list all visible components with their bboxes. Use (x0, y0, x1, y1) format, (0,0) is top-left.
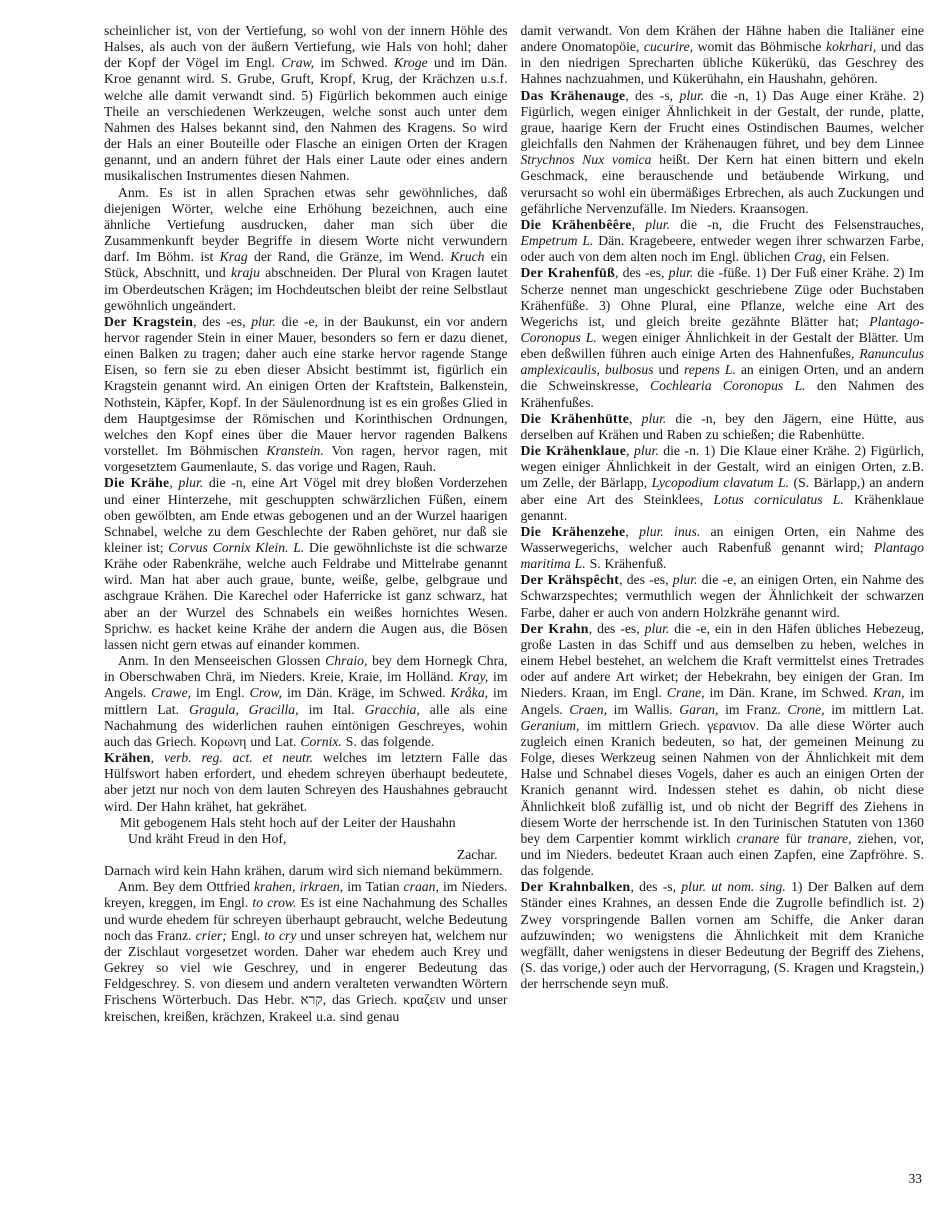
italic-text-run: Ranunculus amplexicaulis, bulbosus (520, 346, 924, 378)
italic-text-run: Crawe, (151, 685, 192, 701)
text-run: und das in den niedrigen Sprecharten übliche Kükerükü, das Geschrey des Hahnes nachzuahmen, und Kükerühahn, ein Haushahn, gehören. (520, 39, 924, 87)
text-run: womit das Böhmische (693, 39, 826, 55)
text-run: , (169, 475, 179, 491)
paragraph-entry (521, 621, 925, 880)
italic-text-run: Plantago-Coronopus L. (520, 313, 924, 345)
text-run: ein Stück, Abschnitt, und (104, 249, 508, 281)
italic-text-run: plur. (178, 475, 204, 491)
text-run: im Dän. Krane, im Schwed. (704, 685, 873, 701)
text-run: S. das folgende. (341, 733, 435, 749)
text-run: Darnach wird kein Hahn krähen, darum wird sich niemand bekümmern. (104, 863, 503, 879)
italic-text-run: Garan, (679, 701, 719, 717)
text-run: im Schwed. (314, 55, 394, 71)
italic-text-run: Cochlearia Coronopus L. (649, 378, 806, 394)
entry-headword: Der Krähspêcht (520, 572, 620, 588)
text-run: (S. Bärlapp,) an andern aber eine Art des Steinklees, (520, 475, 925, 507)
italic-text-run: Geranium, (520, 717, 580, 733)
text-run: im Ital. (298, 701, 365, 717)
italic-text-run: plur. (672, 572, 698, 588)
italic-text-run: to crow. (252, 895, 297, 911)
paragraph-entry (104, 475, 508, 653)
entry-headword: Der Krahnbalken (520, 879, 631, 895)
text-run: , (631, 216, 646, 232)
text-run: die -n. 1) Die Klaue einer Krähe. 2) Figürlich, wegen einiger Ähnlichkeit in der Gestalt, wird an einigen Orten, z.B. um Zelle, der Bärlapp, (520, 443, 924, 491)
text-run: Von ragen, hervor ragen, mit vorgesetztem Gaumenlaute, S. das vorige und Ragen, Rauh. (104, 443, 508, 475)
italic-text-run: krahen, irkraen, (253, 879, 344, 895)
text-run: im mittlern Lat. (104, 685, 508, 717)
page-number: 33 (908, 1171, 922, 1186)
entry-headword: Das Krähenauge (520, 87, 626, 103)
paragraph-entry (104, 750, 508, 815)
italic-text-run: cucurire, (643, 39, 694, 55)
text-columns (104, 23, 924, 1025)
italic-text-run: Craw, (281, 55, 315, 71)
italic-text-run: Krag (219, 249, 248, 265)
entry-headword: Die Krähe (104, 475, 170, 491)
text-run: damit verwandt. Von dem Krähen der Hähne haben die Italiäner eine andere Onomatopöie, (520, 23, 924, 55)
italic-text-run: plur. inus. (639, 523, 701, 539)
text-run: im Nieders. kreyen, kreggen, im Engl. (104, 879, 508, 911)
italic-text-run: Crone, (787, 701, 825, 717)
text-run: wegen einiger Ähnlichkeit in der Gestalt der Blätter. Um eben deßwillen führen auch einige Arten des Hahnenfußes, (520, 329, 924, 362)
paragraph-cont (104, 863, 508, 879)
text-run: , (150, 750, 164, 766)
italic-text-run: Corvus Cornix Klein. L. (168, 540, 305, 555)
right-column (521, 23, 925, 1025)
paragraph-anm (104, 653, 508, 750)
italic-text-run: plur. (679, 87, 705, 103)
paragraph-entry (521, 879, 925, 992)
text-run: Anm. Bey dem Ottfried (118, 879, 254, 895)
text-run: , des -es, (193, 313, 252, 329)
text-run: im Engl. (191, 685, 250, 701)
paragraph-attr (104, 847, 508, 863)
text-run: und (653, 362, 684, 378)
text-run: im Franz. (718, 701, 788, 717)
italic-text-run: Kråka, (450, 685, 489, 701)
italic-text-run: Gracchia, (364, 701, 420, 717)
paragraph-entry (521, 524, 925, 572)
text-run: an einigen Orten, ein Nahme des Wasserwegerichs, welcher auch Rabenfuß genannt wird; (520, 523, 924, 555)
text-run: Mit gebogenem Hals steht hoch auf der Leiter der Haushahn (120, 814, 456, 830)
italic-text-run: cranare (736, 830, 780, 846)
text-run: die -e, in der Baukunst, ein vor andern hervor ragender Stein in einer Mauer, besonders so fern er dazu dienet, einen Balken zu tragen; daher auch eine starke hervor ragende Stange Eisen, so fern sie zu eben dieser Absicht bestimmt ist, figürlich ein Kragstein genannt wird. An einigen Orten der Kraftstein, Balkenstein, Nothstein, Käpfer, Kopf. In der Säulenordnung ist es ein großes Glied in dem Hauptgesimse der Römischen und Korinthischen Ordnungen, welches den Kopf eines über die Mauer hervor ragenden Balkens vorstellet. Im Böhmischen (104, 313, 508, 459)
text-run: , des -s, (625, 87, 680, 103)
italic-text-run: Chraio, (325, 653, 368, 669)
italic-text-run: Cornix. (300, 733, 342, 749)
italic-text-run: Kroge (393, 55, 428, 71)
italic-text-run: plur. (668, 265, 694, 281)
text-run: Krähenklaue genannt. (520, 491, 924, 523)
italic-text-run: crier; (195, 927, 227, 943)
italic-text-run: plur. (251, 313, 276, 329)
italic-text-run: kokrhari, (825, 39, 877, 55)
paragraph-verse2 (104, 831, 508, 847)
text-run: , des -es, (619, 572, 673, 588)
left-column (104, 23, 508, 1025)
entry-headword: Die Krähenklaue (520, 443, 627, 459)
italic-text-run: verb. reg. act. et neutr. (163, 750, 314, 766)
italic-text-run: Crane, (666, 685, 705, 701)
text-run: Zachar. (456, 846, 498, 862)
paragraph-entry (521, 572, 925, 620)
paragraph-entry (521, 265, 925, 410)
text-run: , des -es, (588, 620, 645, 636)
italic-text-run: plur. (645, 216, 671, 232)
italic-text-run: Kray, (458, 669, 489, 685)
italic-text-run: Kranstein. (266, 443, 324, 459)
text-run: für (779, 830, 808, 846)
text-run: Engl. (226, 927, 265, 943)
text-run: , des -s, (630, 879, 682, 895)
italic-text-run: Gragula, Gracilla, (188, 701, 299, 717)
paragraph-entry (521, 411, 925, 443)
italic-text-run: craan, (403, 879, 439, 895)
italic-text-run: repens L. (683, 362, 736, 378)
text-run: die -füße. 1) Der Fuß einer Krähe. 2) Im Scherze nennet man ungeschickt geschriebene Züge oder Buchstaben Krähenfüße. 3) Ohne Plural, eine Pflanze, welche eine Art des Wegerichs ist, und gleich breite gezähnte Blätter hat; (520, 265, 924, 329)
text-run: bey dem Hornegk Chra, in Oberschwaben Chrä, im Nieders. Kreie, Kraie, im Holländ. (104, 653, 508, 685)
italic-text-run: Plantago maritima L. (520, 540, 924, 572)
paragraph-anm (104, 879, 508, 1024)
entry-headword: Die Krähenhütte (520, 410, 630, 426)
text-run: Es ist eine Nachahmung des Schalles und wurde ehedem für schreyen überhaupt gebraucht, welche Bedeutung noch das Franz. (104, 895, 508, 943)
paragraph-entry (104, 314, 508, 476)
entry-headword: Die Krähenbêêre (520, 216, 632, 232)
paragraph-entry (521, 443, 925, 524)
paragraph-cont (521, 23, 925, 88)
entry-headword: Die Krähenzehe (520, 523, 626, 539)
text-run: im Angels. (104, 669, 508, 701)
text-run: , (629, 410, 642, 426)
italic-text-run: to cry (264, 927, 297, 943)
italic-text-run: tranare, (807, 830, 852, 846)
text-run: ein Felsen. (825, 249, 890, 265)
text-run: im Angels. (520, 685, 924, 717)
text-run: S. Krähenfuß. (585, 556, 667, 572)
text-run: , (625, 523, 640, 539)
text-run: im Dän. Kräge, im Schwed. (282, 685, 451, 701)
italic-text-run: Kruch (450, 249, 485, 265)
text-run: im mittlern Griech. γερανιον. Da alle diese Wörter auch zugleich einen Kranich bedeuten, so hat, der gemeinen Meinung zu Folge, dieses Werkzeug seinen Nahmen von der Ähnlichkeit mit dem Halse und Schnabel dieses Vogels, daher es auch an einigen Orten der Kranich genannt wird. Indessen stehet es dahin, ob nicht diese Ähnlichkeit bloß zufällig ist, und ob nicht der Begriff des Ziehens in diesem Worte der herrschende ist. In den Turinischen Statuten von 1360 bey dem Carpentier kommt wirklich (520, 717, 924, 846)
text-run: im Wallis. (607, 701, 680, 717)
italic-text-run: Strychnos Nux vomica (520, 152, 652, 168)
text-run: , (626, 443, 635, 459)
text-run: scheinlicher ist, von der Vertiefung, so wohl von der innern Höhle des Halses, als auch von der äußern Vertiefung, wie Hals von hohl; daher der Kopf der Vögel im Engl. (104, 23, 508, 71)
text-run: an einigen Orten, und an andern die Schweinskresse, (520, 362, 925, 394)
text-run: 1) Der Balken auf dem Ständer eines Krahnes, an dessen Ende die Zugrolle befindlich ist. 2) Zwey vorspringende Ballen vornen am Schiffe, die Anker daran aufzuwinden; wo wenigstens die Ähnlichkeit mit dem Kraniche wegfällt, daher wenigstens in dieser Bedeutung der Begriff des Ziehens, (S. das vorige,) oder auch der Hervorragung, (S. Kragen und Kragstein,) der herrschende seyn muß. (520, 879, 924, 992)
italic-text-run: Kran, (873, 685, 905, 701)
text-run: im mittlern Lat. (824, 701, 924, 717)
text-run: die -e, ein in den Häfen übliches Hebezeug, große Lasten in das Schiff und aus demselben zu heben, welches in einem Hebel bestehet, an welchem die Kraft vermittelst eines Tretrades oder auf andere Art wirket; der Hebekrahn, bey einigen der Gran. Im Nieders. Kraan, im Engl. (520, 620, 924, 701)
text-run: Und kräht Freud in den Hof, (128, 830, 287, 846)
italic-text-run: plur. (641, 410, 667, 426)
text-run: , des -es, (615, 265, 669, 281)
italic-text-run: Lotus corniculatus L. (713, 491, 844, 507)
text-run: die -n, die Frucht des Felsenstrauches, (670, 216, 925, 232)
text-run: die -n, 1) Das Auge einer Krähe. 2) Figürlich, wegen einiger Ähnlichkeit in der Gestalt, der runde, platte, graue, haarige Kern der Frucht eines Ostindischen Baumes, welcher gleichfalls den Nahmen der Krähenaugen führet, und bey dem Linnee (520, 87, 924, 152)
text-run: abschneiden. Der Plural von Kragen lautet im Oberdeutschen Krägen; im Hochdeutschen bleibt der reine Selbstlaut gewöhnlich ungeändert. (104, 265, 508, 313)
entry-headword: Der Kragstein (104, 313, 194, 329)
text-run: welches im letztern Falle das Hülfswort haben erfordert, und ehedem schreyen überhaupt bedeutete, aber jetzt nur noch von dem lauten Schreyen des Haushahnes gebraucht wird. Der Hahn krähet, hat gekrähet. (104, 750, 508, 814)
text-run: im Tatian (343, 879, 404, 895)
text-run: und im Dän. Kroe genannt wird. S. Grube, Gruft, Kropf, Krug, der Krächzen u.s.f. welche alle damit verwandt sind. 5) Figürlich bekommen auch einige Theile an verschiedenen Werkzeugen, welche sonst auch unter dem Nahmen des Halses bekannt sind, den Nahmen des Kragens. So wird der Hals an einer Bouteille oder Flasche an einigen Orten der Kragen genannt, und an andern führet der Hals einer Laute oder eines andern musikalischen Instrumentes diesen Nahmen. (104, 55, 508, 184)
text-run: Anm. Es ist in allen Sprachen etwas sehr gewöhnliches, daß diejenigen Wörter, welche eine Erhöhung bezeichnen, auch eine ähnliche Vertiefung ausdrucken, daher man sich über die Zusammenkunft beyder Begriffe in diesem Worte nicht verwundern darf. Im Böhm. ist (104, 184, 508, 265)
entry-headword: Krähen (104, 750, 151, 766)
paragraph-entry (521, 217, 925, 265)
italic-text-run: plur. (644, 620, 670, 636)
text-run: Die gewöhnlichste ist die schwarze Krähe oder Rabenkrähe, welche auch Feldrabe und Mittelrabe genannt wird. Man hat aber auch graue, bunte, weiße, gelbe, gelbgraue und aschgraue Krähen. Die Karechel oder Haferricke ist ganz schwarz, hat aber an der Wurzel des Schnabels ein weißes hornichtes Wesen. Sprichw. es hacket keine Krähe der andern die Augen aus, die Bösen lassen nicht gern etwas auf einander kommen. (104, 540, 508, 652)
text-run: der Rand, die Gränze, im Wend. (247, 249, 451, 265)
text-run: die -n, bey den Jägern, eine Hütte, aus derselben auf Krähen und Raben zu schießen; die Rabenhütte. (520, 410, 925, 442)
text-run: Dän. Kragebeere, entweder wegen ihrer schwarzen Farbe, oder auch von dem alten noch im Engl. üblichen (520, 233, 924, 265)
text-run: alle als eine Nachahmung des widerlichen rauhen eintönigen Geschreyes, wohin auch das Griech. Κορωνη und Lat. (104, 701, 508, 749)
paragraph-verse1 (104, 815, 508, 831)
paragraph-anm (104, 185, 508, 314)
italic-text-run: Crag, (794, 249, 826, 265)
italic-text-run: Empetrum L. (520, 233, 594, 249)
text-run: die -n, eine Art Vögel mit drey bloßen Vorderzehen und einer Hinterzehe, mit geschuppten schwärzlichen Füßen, einem oben gewölbten, am Ende etwas gebogenen und an der Wurzel haarigen Schnabel, welche zu dem Geschlechte der Raben gehöret, nur daß sie kleiner ist; (104, 475, 508, 555)
entry-headword: Der Krahenfūß (520, 265, 616, 281)
text-run: heißt. Der Kern hat einen bittern und ekeln Geschmack, eine berauschende und betäubende Wirkung, und verursacht so wohl ein übermäßiges Erbrechen, als auch Zuckungen und gefährliche Nervenzufälle. Im Nieders. Kraansogen. (520, 152, 925, 216)
text-run: den Nahmen des Krähenfußes. (520, 378, 924, 410)
text-run: Anm. In den Menseeischen Glossen (118, 653, 326, 669)
paragraph-entry (521, 88, 925, 217)
paragraph-cont (104, 23, 508, 185)
text-run: ziehen, vor, und im Nieders. bedeutet Kraan auch einen Zapfen, eine Zapfröhre. S. das folgende. (520, 830, 924, 879)
italic-text-run: Craen, (569, 701, 607, 717)
text-run: die -e, an einigen Orten, ein Nahme des Schwarzspechtes; vermuthlich wegen der Ähnlichkeit der schwarzen Farbe, daher er auch von andern Holzkrähe genannt wird. (520, 572, 924, 620)
italic-text-run: plur. (634, 443, 659, 459)
italic-text-run: kraju (231, 265, 260, 281)
entry-headword: Der Krahn (520, 620, 589, 636)
italic-text-run: plur. ut nom. sing. (681, 879, 786, 895)
italic-text-run: Crow, (249, 685, 282, 701)
text-run: und unser schreyen hat, welchem nur der Zischlaut vorgesetzet worden. Daher war ehedem auch Krey und Gekrey so viel wie Geschrey, und in engerer Bedeutung das Feldgeschrey. S. von diesem und andern veralteten verwandten Wörtern Frischens Wörterbuch. Das Hebr. קרא, das Griech. κραζειν und unser kreischen, kreißen, krächzen, Krakeel u.a. sind genau (104, 927, 508, 1024)
italic-text-run: Lycopodium clavatum L. (651, 475, 790, 491)
